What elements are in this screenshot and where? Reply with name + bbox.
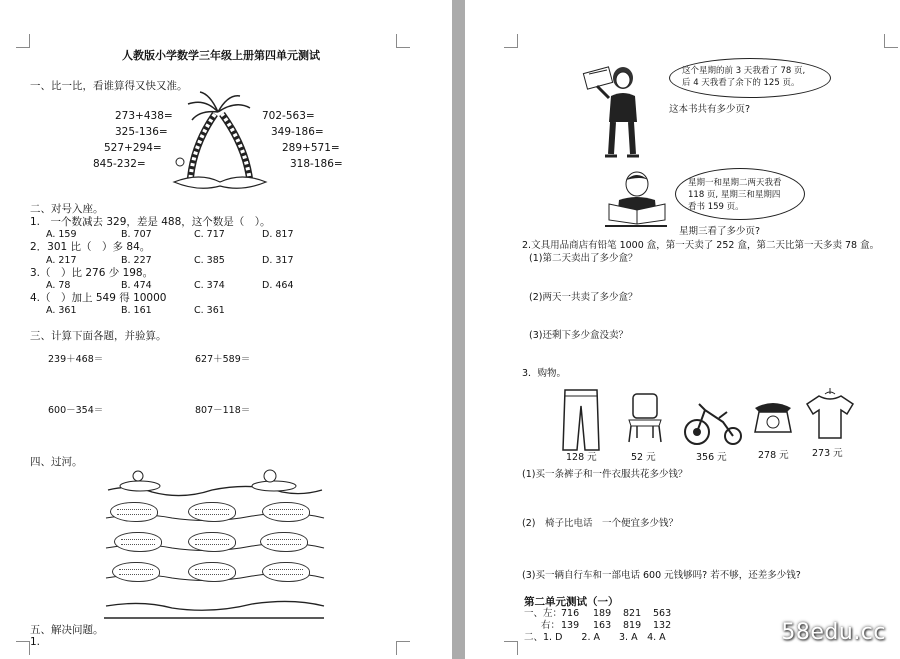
stepping-stone [188, 532, 236, 552]
stepping-stone [188, 562, 236, 582]
calc-item: 702-563= [262, 110, 315, 122]
option: D. 317 [262, 255, 294, 266]
section-5-heading: 五、解决问题。 [30, 624, 104, 636]
speech-bubble [675, 168, 805, 220]
bubble-line: 118 页, 星期三和星期四 [688, 190, 781, 200]
boy-reading-illustration [601, 172, 671, 228]
price-tag: 128 元 [566, 452, 597, 463]
answer-value: 819 [623, 620, 642, 631]
problem-3-part-1: (1)买一条裤子和一件衣服共花多少钱？ [522, 469, 688, 480]
option: B. 227 [121, 255, 152, 266]
option: A. 217 [46, 255, 77, 266]
problem-2-part-2: (2)两天一共卖了多少盒？ [529, 292, 638, 303]
section-2-heading: 二、对号入座。 [30, 203, 104, 215]
crop-mark [884, 34, 898, 48]
stepping-stone [112, 562, 160, 582]
answer-value: 563 [653, 608, 672, 619]
answer-value: 163 [593, 620, 612, 631]
section-4-heading: 四、过河。 [30, 456, 83, 468]
question-2: 2．301 比（ ）多 84。 [30, 241, 151, 253]
answer-line: 二、1. D 2. A 3. A 4. A [524, 632, 666, 643]
stepping-stone [262, 502, 310, 522]
crop-mark [16, 641, 30, 655]
option: C. 385 [194, 255, 225, 266]
river-crossing-picture [102, 470, 326, 620]
document-page-right [465, 0, 900, 659]
answer-value: 132 [653, 620, 672, 631]
bubble-line: 看书 159 页。 [688, 202, 744, 212]
section-3-heading: 三、计算下面各题，并验算。 [30, 330, 167, 342]
answer-label: 右： [541, 620, 561, 631]
problem-2-part-1: (1)第二天卖出了多少盒？ [529, 253, 638, 264]
option: B. 161 [121, 305, 152, 316]
price-tag: 278 元 [758, 450, 789, 461]
speech-bubble [669, 58, 831, 98]
question-text: 这本书共有多少页? [669, 104, 751, 115]
telephone-icon [753, 398, 793, 434]
calc-item: 527+294= [104, 142, 162, 154]
stepping-stone [260, 532, 308, 552]
chair-icon [625, 392, 665, 444]
question-3: 3.（ ）比 276 少 198。 [30, 267, 154, 279]
question-text: 星期三看了多少页? [679, 226, 761, 237]
calc-item: 273+438= [115, 110, 173, 122]
calc-item: 349-186= [271, 126, 324, 138]
option: A. 159 [46, 229, 77, 240]
calc-item: 325-136= [115, 126, 168, 138]
problem-3: 3．购物。 [522, 368, 567, 379]
crop-mark [504, 641, 518, 655]
answer-value: 821 [623, 608, 642, 619]
calc-item: 807－118＝ [195, 405, 251, 416]
girl-with-book-illustration [583, 64, 653, 160]
problem-2: 2.文具用品商店有铅笔 1000 盒，第一天卖了 252 盒，第二天比第一天多卖 78 盒。 [522, 240, 880, 251]
stepping-stone [110, 502, 158, 522]
stepping-stone [114, 532, 162, 552]
price-tag: 273 元 [812, 448, 843, 459]
problem-3-part-2: (2) 椅子比电话 一个便宜多少钱？ [522, 518, 678, 529]
page-title: 人教版小学数学三年级上册第四单元测试 [122, 49, 320, 62]
stepping-stone [262, 562, 310, 582]
section-1-heading: 一、比一比，看谁算得又快又准。 [30, 80, 188, 92]
problem-number: 1. [30, 636, 41, 648]
price-tag: 52 元 [631, 452, 656, 463]
calc-item: 600－354＝ [48, 405, 104, 416]
crop-mark [16, 34, 30, 48]
option: D. 817 [262, 229, 294, 240]
option: A. 361 [46, 305, 77, 316]
option: A. 78 [46, 280, 71, 291]
answer-heading: 第二单元测试（一） [524, 596, 619, 608]
calc-item: 289+571= [282, 142, 340, 154]
stepping-stone [188, 502, 236, 522]
question-4: 4.（ ）加上 549 得 10000 [30, 292, 167, 304]
crop-mark [504, 34, 518, 48]
answer-value: 139 [561, 620, 580, 631]
trousers-icon [561, 388, 601, 452]
option: B. 707 [121, 229, 152, 240]
option: D. 464 [262, 280, 294, 291]
bubble-line: 星期一和星期二两天我看 [688, 178, 782, 188]
calc-item: 627＋589＝ [195, 354, 251, 365]
problem-2-part-3: (3)还剩下多少盒没卖？ [529, 330, 628, 341]
tricycle-icon [683, 400, 743, 446]
calc-item: 318-186= [290, 158, 343, 170]
option: C. 361 [194, 305, 225, 316]
option: B. 474 [121, 280, 152, 291]
bubble-line: 后 4 天我看了余下的 125 页。 [682, 78, 800, 88]
problem-3-part-3: (3)买一辆自行车和一部电话 600 元钱够吗? 若不够，还差多少钱? [522, 570, 801, 581]
answer-label: 一、左： [524, 608, 563, 619]
calc-item: 845-232= [93, 158, 146, 170]
price-tag: 356 元 [696, 452, 727, 463]
question-1: 1. 一个数减去 329，差是 488，这个数是（ ）。 [30, 216, 271, 228]
crop-mark [396, 641, 410, 655]
site-watermark: 58edu.cc [781, 620, 886, 645]
calc-item: 239＋468＝ [48, 354, 104, 365]
option: C. 717 [194, 229, 225, 240]
shirt-icon [805, 386, 855, 442]
answer-value: 189 [593, 608, 612, 619]
answer-value: 716 [561, 608, 580, 619]
palm-tree-illustration [170, 92, 268, 192]
bubble-line: 这个星期的前 3 天我看了 78 页, [682, 66, 806, 76]
crop-mark [396, 34, 410, 48]
option: C. 374 [194, 280, 225, 291]
